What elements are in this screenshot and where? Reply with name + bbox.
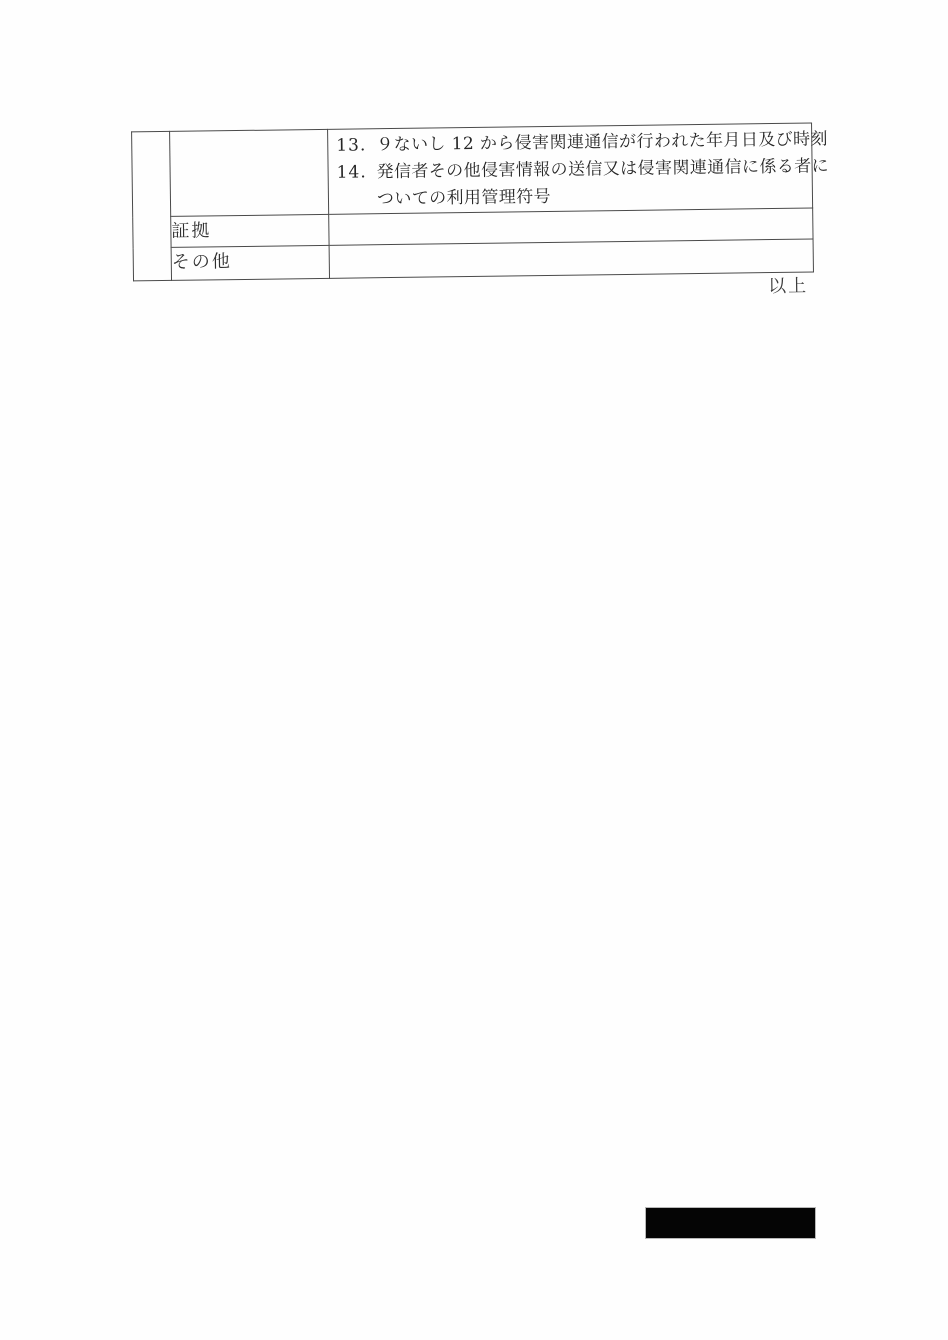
list-item-text <box>376 153 829 213</box>
table-cell-numbered-items <box>328 123 830 214</box>
claim-items-table <box>131 123 830 282</box>
list-item-text-line: 発信者その他侵害情報の送信又は侵害関連通信に係る者に <box>376 156 830 183</box>
closing-statement: 以上 <box>768 275 809 298</box>
redaction-block <box>646 1208 815 1238</box>
scan-tilt-wrapper <box>0 0 948 366</box>
list-item-14 <box>328 154 830 214</box>
table-row <box>132 123 813 217</box>
list-item-number: 13. <box>336 135 367 156</box>
table-cell-outer-spacer <box>132 131 172 280</box>
table-cell-label-empty <box>170 129 329 216</box>
list-item-number: 14. <box>336 162 367 183</box>
list-item-text-line: ９ないし 12 から侵害関連通信が行われた年月日及び時刻 <box>376 129 829 156</box>
list-item-text-line: ついての利用管理符号 <box>376 186 552 210</box>
table-cell-label-other: その他 <box>171 245 329 280</box>
table-cell-label-evidence: 証拠 <box>171 214 329 247</box>
